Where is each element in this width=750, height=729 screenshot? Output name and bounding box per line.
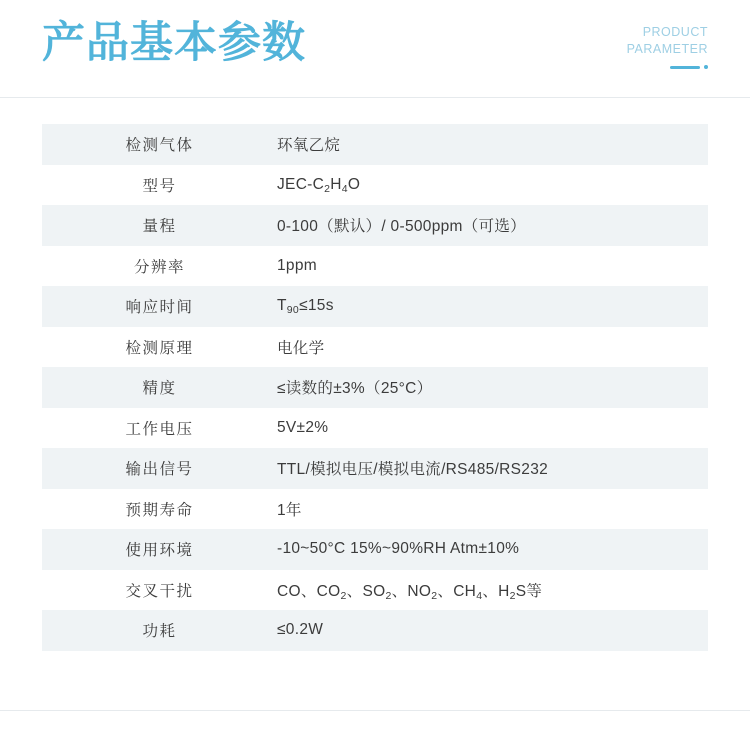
spec-label: 分辨率: [42, 246, 277, 287]
footer-divider: [0, 710, 750, 711]
spec-value: 1年: [277, 489, 708, 530]
spec-value: $T_{90}\le 15s$: [277, 286, 708, 327]
spec-label: 使用环境: [42, 529, 277, 570]
spec-value: CO、$CO_2$、$SO_2$、$NO_2$、$CH_4$、$H_2S$等: [277, 570, 708, 611]
page-subtitle-line2: PARAMETER: [626, 42, 708, 56]
spec-value: 5V±2%: [277, 408, 708, 449]
spec-value: 电化学: [277, 327, 708, 368]
page-title: 产品基本参数: [42, 19, 306, 67]
spec-label: 型号: [42, 165, 277, 206]
table-row: [42, 448, 708, 489]
spec-label: 工作电压: [42, 408, 277, 449]
table-row: [42, 246, 708, 287]
spec-label: 输出信号: [42, 448, 277, 489]
spec-value: ≤读数的±3%（25°C）: [277, 367, 708, 408]
accent-underline: [627, 65, 708, 69]
spec-value: -10~50°C 15%~90%RH Atm±10%: [277, 529, 708, 570]
page-subtitle: [627, 24, 708, 69]
spec-value: 1ppm: [277, 246, 708, 287]
spec-table: [42, 124, 708, 651]
spec-label: 交叉干扰: [42, 570, 277, 611]
table-row: [42, 529, 708, 570]
table-row: [42, 165, 708, 206]
table-row: [42, 610, 708, 651]
spec-table-wrapper: [42, 124, 708, 651]
page-header: [0, 0, 750, 98]
table-row: [42, 367, 708, 408]
spec-label: 检测原理: [42, 327, 277, 368]
spec-label: 预期寿命: [42, 489, 277, 530]
spec-label: 量程: [42, 205, 277, 246]
spec-label: 检测气体: [42, 124, 277, 165]
table-row: [42, 124, 708, 165]
dot-icon: [704, 65, 708, 69]
spec-value: TTL/模拟电压/模拟电流/RS485/RS232: [277, 448, 708, 489]
spec-label: 功耗: [42, 610, 277, 651]
page-subtitle-line1: PRODUCT: [642, 25, 708, 39]
table-row: [42, 327, 708, 368]
table-row: [42, 286, 708, 327]
dash-icon: [670, 66, 700, 69]
spec-value: 环氧乙烷: [277, 124, 708, 165]
table-row: [42, 489, 708, 530]
spec-label: 精度: [42, 367, 277, 408]
spec-value: 0-100（默认）/ 0-500ppm（可选）: [277, 205, 708, 246]
table-row: [42, 570, 708, 611]
table-row: [42, 205, 708, 246]
spec-value: ≤0.2W: [277, 610, 708, 651]
spec-label: 响应时间: [42, 286, 277, 327]
spec-value: JEC-$C_2H_4O$: [277, 165, 708, 206]
table-row: [42, 408, 708, 449]
